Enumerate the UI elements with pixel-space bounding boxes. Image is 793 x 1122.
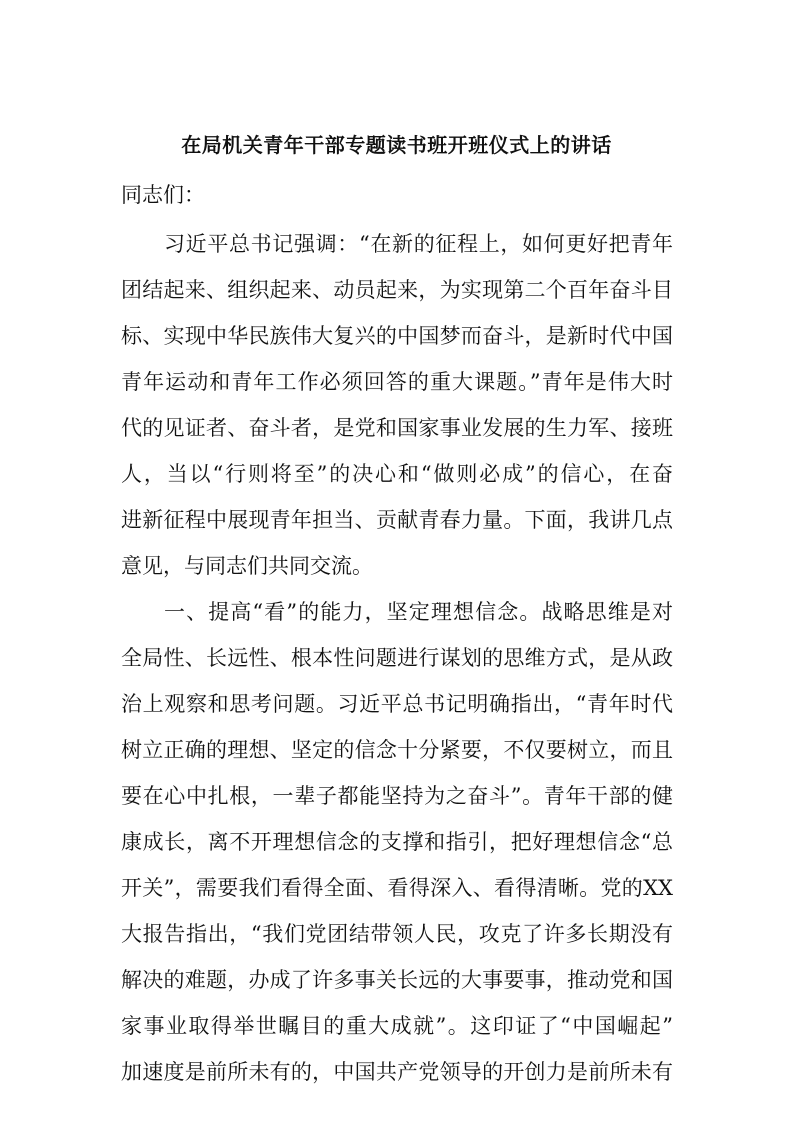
paragraph-line: 全局性、长远性、根本性问题进行谋划的思维方式，是从政 <box>121 646 673 670</box>
salutation: 同志们： <box>121 183 205 207</box>
paragraph-line: 家事业取得举世瞩目的重大成就”。这印证了“中国崛起” <box>121 1014 673 1038</box>
paragraph-line: 团结起来、组织起来、动员起来，为实现第二个百年奋斗目 <box>121 278 673 302</box>
paragraph-line: 要在心中扎根，一辈子都能坚持为之奋斗”。青年干部的健 <box>121 784 673 808</box>
paragraph-line: 一、提高“看”的能力，坚定理想信念。战略思维是对 <box>164 600 673 624</box>
paragraph-line: 代的见证者、奋斗者，是党和国家事业发展的生力军、接班 <box>121 416 673 440</box>
paragraph-line: 治上观察和思考问题。习近平总书记明确指出，“青年时代 <box>121 692 673 716</box>
paragraph-line: 解决的难题，办成了许多事关长远的大事要事，推动党和国 <box>121 968 673 992</box>
paragraph-line: 树立正确的理想、坚定的信念十分紧要，不仅要树立，而且 <box>121 738 673 762</box>
paragraph-line: 进新征程中展现青年担当、贡献青春力量。下面，我讲几点 <box>121 508 673 532</box>
paragraph-line: 加速度是前所未有的，中国共产党领导的开创力是前所未有 <box>121 1060 673 1084</box>
paragraph-line: 康成长，离不开理想信念的支撑和指引，把好理想信念“总 <box>121 830 673 854</box>
paragraph-line: 青年运动和青年工作必须回答的重大课题。”青年是伟大时 <box>121 370 673 394</box>
paragraph-line: 大报告指出，“我们党团结带领人民，攻克了许多长期没有 <box>121 922 673 946</box>
paragraph-line: 开关”，需要我们看得全面、看得深入、看得清晰。党的XX <box>121 876 673 900</box>
paragraph-line: 意见，与同志们共同交流。 <box>121 554 373 578</box>
document-title: 在局机关青年干部专题读书班开班仪式上的讲话 <box>181 133 612 157</box>
paragraph-line: 人，当以“行则将至”的决心和“做则必成”的信心，在奋 <box>121 462 673 486</box>
paragraph-line: 习近平总书记强调：“在新的征程上，如何更好把青年 <box>164 232 673 256</box>
paragraph-line: 标、实现中华民族伟大复兴的中国梦而奋斗，是新时代中国 <box>121 324 673 348</box>
